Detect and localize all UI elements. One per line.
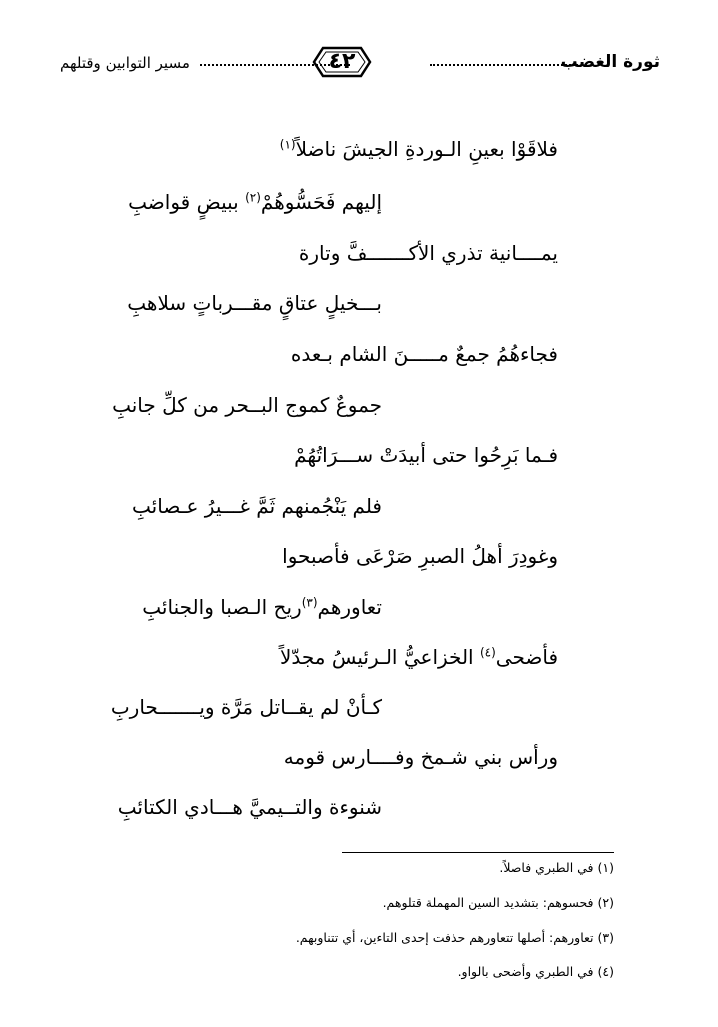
verse-line xyxy=(127,288,382,318)
verse-line xyxy=(118,792,382,822)
leader-dots xyxy=(200,64,350,66)
verse-line xyxy=(299,238,558,268)
page-number-badge xyxy=(310,40,374,84)
verse-text: بـــخيلٍ عتاقٍ مقـــرباتٍ سلاهبِ xyxy=(127,291,382,315)
verse-text: فأضحى xyxy=(495,645,558,669)
chapter-title: مسير التوابين وقتلهم xyxy=(60,54,190,72)
verse-text: ورأس بني شـمخ وفــــارس قومه xyxy=(283,745,558,769)
verse-line xyxy=(294,440,558,470)
footnote-marker: (٤) xyxy=(479,645,496,660)
verse-line xyxy=(112,390,382,420)
verse-text: وغودِرَ أهلُ الصبرِ صَرْعَى فأصبحوا xyxy=(282,544,558,568)
verse-text: ببيضٍ قواضبِ xyxy=(128,190,246,214)
leader-dots xyxy=(430,64,578,66)
footnote: (٣) تعاورهم: أصلها تتعاورهم حذفت إحدى التاءين، أي تتناوبهم. xyxy=(295,930,614,945)
verse-text: فلم يَنْجُمنهم ثَمَّ غـــيرُ عـصائبِ xyxy=(132,494,382,518)
verse-line xyxy=(280,134,558,164)
verse-line xyxy=(280,642,558,672)
page-number: ٤٢ xyxy=(328,49,356,74)
verse-text: إليهم فَحَسُّوهُمْ xyxy=(260,190,382,214)
verse-line xyxy=(111,692,382,722)
footnote: (٤) في الطبري وأضحى بالواو. xyxy=(457,964,614,979)
verse-line xyxy=(142,592,382,622)
running-header xyxy=(60,38,660,88)
footnote-divider xyxy=(342,852,614,853)
verse-text: جموعٌ كموج البــحر من كلِّ جانبِ xyxy=(112,393,382,417)
footnote-marker: (١) xyxy=(279,137,296,152)
verse-text: شنوءة والتــيميَّ هـــادي الكتائبِ xyxy=(117,795,382,819)
verse-text: ريح الـصبا والجنائبِ xyxy=(142,595,302,619)
footnote: (٢) فحسوهم: بتشديد السين المهملة قتلوهم. xyxy=(382,895,614,910)
verse-text: كـأنْ لم يقــاتل مَرَّة ويـــــــحاربِ xyxy=(110,695,382,719)
verse-text: تعاورهم xyxy=(317,595,382,619)
footnote-marker: (٣) xyxy=(301,595,318,610)
verse-line xyxy=(282,541,558,571)
verse-text: الخزاعيُّ الـرئيسُ مجدّلاً xyxy=(279,645,480,669)
book-title: ثورة الغضب xyxy=(560,52,660,72)
verse-text: يمــــانية تذري الأكـــــــفَّ وتارة xyxy=(298,241,558,265)
verse-line xyxy=(132,491,382,521)
verse-line xyxy=(284,742,558,772)
footnote: (١) في الطبري فاصلاً. xyxy=(499,860,614,875)
verse-line xyxy=(128,187,382,217)
footnote-marker: (٢) xyxy=(245,190,261,205)
verse-text: فلاقَوْا بعينِ الـوردةِ الجيشَ ناضلاً xyxy=(295,137,558,161)
verse-text: فجاءهُمُ جمعٌ مـــــنَ الشام بـعده xyxy=(290,342,558,366)
verse-text: فـما بَرِحُوا حتى أبيدَتْ ســـرَاتُهُمْ xyxy=(294,443,558,467)
verse-line xyxy=(291,339,558,369)
